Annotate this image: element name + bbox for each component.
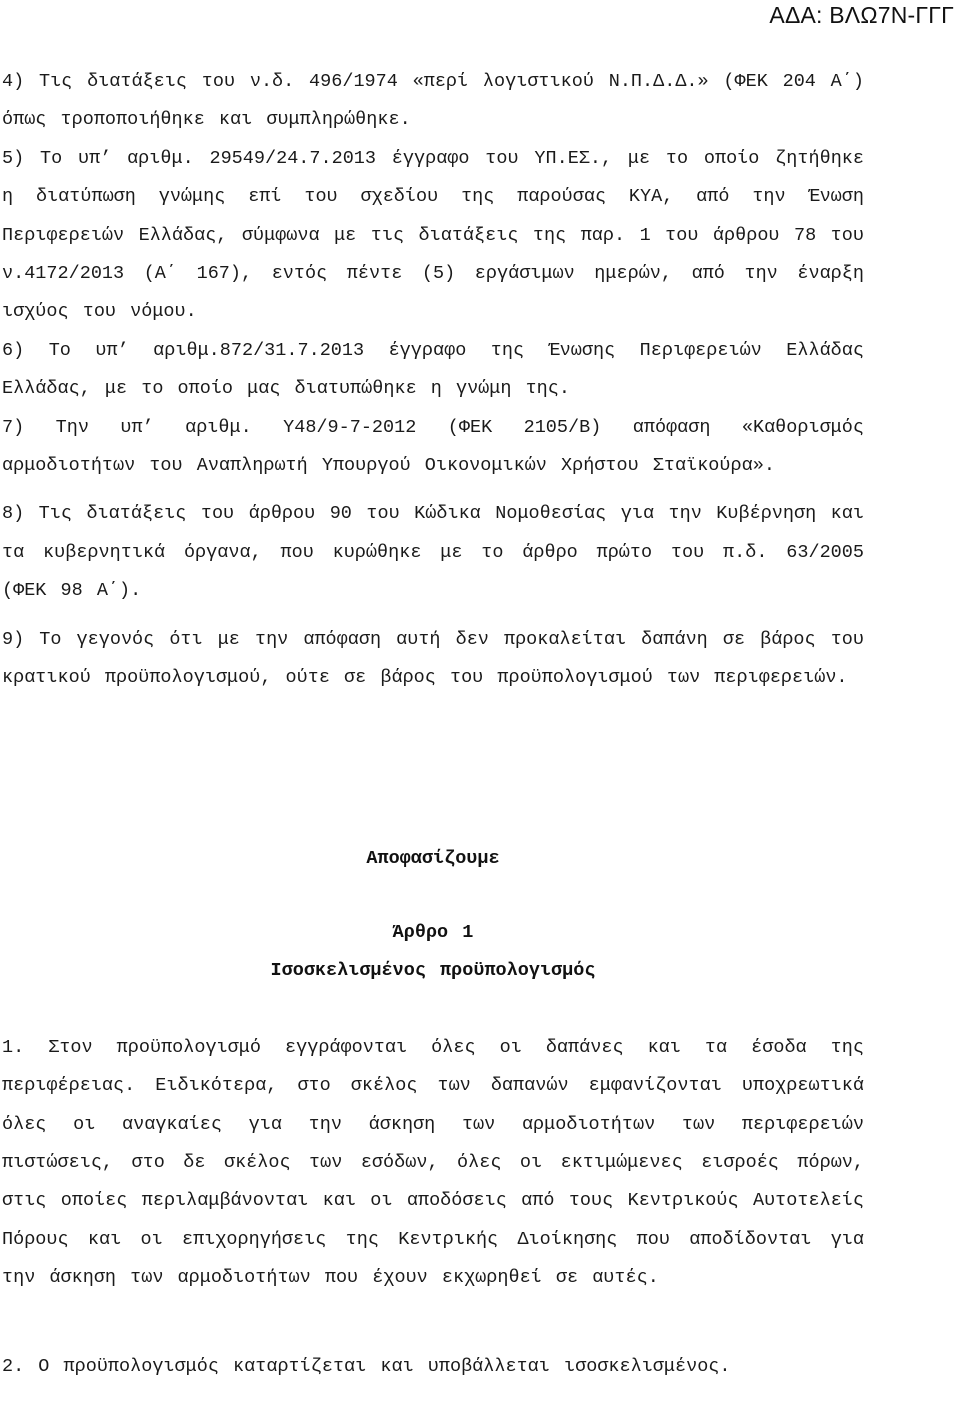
list-item: 4) Τις διατάξεις του ν.δ. 496/1974 «περί λογιστικού Ν.Π.Δ.Δ.» (ΦΕΚ 204 Α΄) όπως τροποποιήθηκε και συμπληρώθηκε. — [2, 71, 864, 131]
list-item: 6) Το υπ’ αριθμ.872/31.7.2013 έγγραφο της Ένωσης Περιφερειών Ελλάδας Ελλάδας, με το οποίο μας διατυπώθηκε η γνώμη της. — [2, 339, 864, 400]
article-point: 1. Στον προϋπολογισμό εγγράφονται όλες οι δαπάνες και τα έσοδα της περιφέρειας. Ειδικότερα, στο σκέλος των δαπανών εμφανίζονται υποχρεωτικά όλες οι αναγκαίες για την άσκηση των αρμοδιοτήτων των περιφερειών πιστώσεις, στο δε σκέλος των εσόδων, όλες οι εκτιμώμενες εισροές πόρων, στις οποίες περιλαμβάνονται και οι αποδόσεις από τους Κεντρικούς Αυτοτελείς Πόρους και οι επιχορηγήσεις της Κεντρικής Διοίκησης που αποδίδονται για την άσκηση των αρμοδιοτήτων που έχουν εκχωρηθεί σε αυτές. — [2, 1036, 864, 1289]
list-item: 7) Την υπ’ αριθμ. Υ48/9-7-2012 (ΦΕΚ 2105/Β) απόφαση «Καθορισμός αρμοδιοτήτων του Αναπληρωτή Υπουργού Οικονομικών Χρήστου Σταϊκούρα». — [2, 416, 864, 477]
article-number: Άρθρο 1 — [392, 921, 474, 943]
decision-heading: Αποφασίζουμε — [366, 847, 500, 869]
list-item: 8) Τις διατάξεις του άρθρου 90 του Κώδικα Νομοθεσίας για την Κυβέρνηση και τα κυβερνητικά όργανα, που κυρώθηκε με το άρθρο πρώτο του π.δ. 63/2005 (ΦΕΚ 98 Α΄). — [2, 503, 864, 602]
article-point: 2. Ο προϋπολογισμός καταρτίζεται και υποβάλλεται ισοσκελισμένος. — [2, 1355, 731, 1377]
list-item: 5) Το υπ’ αριθμ. 29549/24.7.2013 έγγραφο του ΥΠ.ΕΣ., με το οποίο ζητήθηκε η διατύπωση γνώμης επί του σχεδίου της παρούσας ΚΥΑ, από την Ένωση Περιφερειών Ελλάδας, σύμφωνα με τις διατάξεις της παρ. 1 του άρθρου 78 του ν.4172/2013 (Α΄ 167), εντός πέντε (5) εργάσιμων ημερών, από την έναρξη ισχύος του νόμου. — [2, 147, 864, 323]
article-title: Ισοσκελισμένος προϋπολογισμός — [270, 960, 596, 982]
ada-code: ΑΔΑ: ΒΛΩ7Ν-ΓΓΓ — [769, 2, 954, 28]
list-item: 9) Το γεγονός ότι με την απόφαση αυτή δεν προκαλείται δαπάνη σε βάρος του κρατικού προϋπολογισμού, ούτε σε βάρος του προϋπολογισμού των περιφερειών. — [2, 628, 864, 689]
document-body — [2, 63, 864, 1386]
